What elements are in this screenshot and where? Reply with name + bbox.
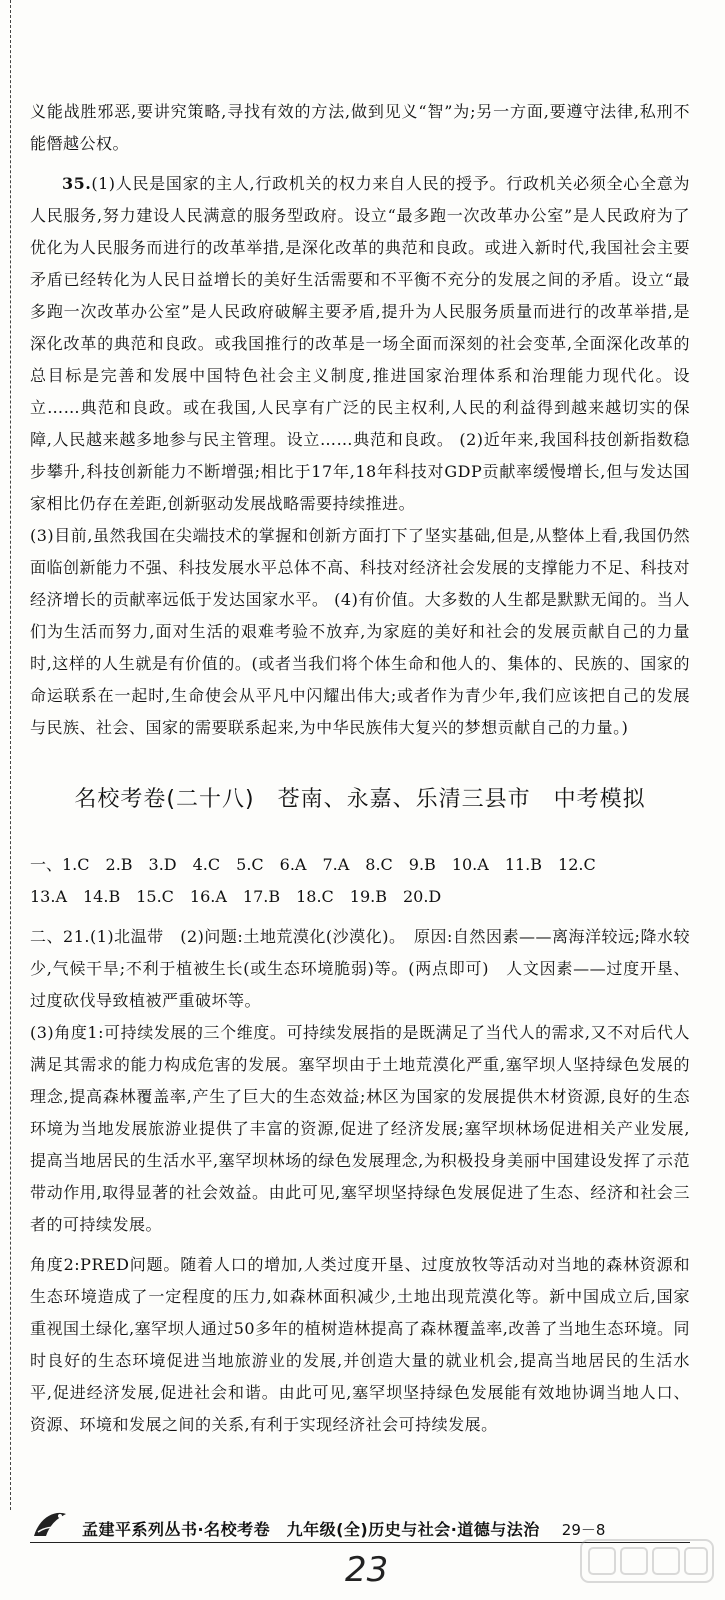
binding-dashed-line [10,0,11,1510]
question-21-part-1-2: 二、21.(1)北温带 (2)问题:土地荒漠化(沙漠化)。 原因:自然因素——离海洋较远;降水较少,气候干旱;不利于植被生长(或生态环境脆弱)等。(两点即可) 人文因素——过度开垦、过度砍伐导致植被严重破坏等。 [30,927,690,1010]
question-35-part-3-4: (3)目前,虽然我国在尖端技术的掌握和创新方面打下了坚实基础,但是,从整体上看,我国仍然面临创新能力不强、科技发展水平总体不高、科技对经济社会发展的支撑能力不足、科技对经济增长的贡献率远低于发达国家水平。 (4)有价值。大多数的人生都是默默无闻的。当人们为生活而努力,面对生活的艰难考验不放弃,为家庭的美好和社会的发展贡献自己的力量时,这样的人生就是有价值的。(或者当我们将个体生命和他人的、集体的、民族的、国家的命运联系在一起时,生命使会从平凡中闪耀出伟大;或者作为青少年,我们应该把自己的发展与民族、社会、国家的需要联系起来,为中华民族伟大复兴的梦想贡献自己的力量。) [30,526,691,737]
section-title: 名校考卷(二十八) 苍南、永嘉、乐清三县市 中考模拟 [74,787,646,812]
answer-page [30,96,690,1441]
watermark-logo-icon [577,1534,717,1588]
question-35-text-a: (1)人民是国家的主人,行政机关的权力来自人民的授予。行政机关必须全心全意为人民服务,努力建设人民满意的服务型政府。设立“最多跑一次改革办公室”是人民政府为了优化为人民服务而进行的改革举措,是深化改革的典范和良政。或进入新时代,我国社会主要矛盾已经转化为人民日益增长的美好生活需要和不平衡不充分的发展之间的矛盾。设立“最多跑一次改革办公室”是人民政府破解主要矛盾,提升为人民服务质量而进行的改革举措,是深化改革的典范和良政。或我国推行的改革是一场全面而深刻的社会变革,全面深化改革的总目标是完善和发展中国特色社会主义制度,推进国家治理体系和治理能力现代化。设立……典范和良政。或在我国,人民享有广泛的民主权利,人民的利益得到越来越切实的保障,人民越来越多地参与民主管理。设立……典范和良政。 (2)近年来,我国科技创新指数稳步攀升,科技创新能力不断增强;相比于17年,18年科技对GDP贡献率缓慢增长,但与发达国家相比仍存在差距,创新驱动发展战略需要持续推进。 [30,174,690,513]
handwritten-page-number: 23 [345,1550,389,1590]
series-logo-icon [30,1506,70,1540]
footer-series-title: 孟建平系列丛书·名校考卷 九年级(全)历史与社会·道德与法治 [82,1520,540,1539]
footer-page-number: 29－8 [561,1521,606,1539]
carryover-paragraph: 义能战胜邪恶,要讲究策略,寻找有效的方法,做到见义“智”为;另一方面,要遵守法律,私刑不能僭越公权。 [30,102,690,153]
question-21-part-3-angle-1: (3)角度1:可持续发展的三个维度。可持续发展指的是既满足了当代人的需求,又不对后代人满足其需求的能力构成危害的发展。塞罕坝由于土地荒漠化严重,塞罕坝人坚持绿色发展的理念,提高森林覆盖率,产生了巨大的生态效益;林区为国家的发展提供木材资源,良好的生态环境为当地发展旅游业提供了丰富的资源,促进了经济发展;塞罕坝林场促进相关产业发展,提高当地居民的生活水平,塞罕坝林场的绿色发展理念,为积极投身美丽中国建设发挥了示范带动作用,取得显著的社会效益。由此可见,塞罕坝坚持绿色发展促进了生态、经济和社会三者的可持续发展。 [30,1023,690,1234]
question-35-number: 35. [62,174,92,193]
choice-answers-line-1: 一、1.C 2.B 3.D 4.C 5.C 6.A 7.A 8.C 9.B 10.A 11.B 12.C [30,855,596,874]
question-35-part-1-2 [30,168,690,520]
question-21-part-3-angle-2: 角度2:PRED问题。随着人口的增加,人类过度开垦、过度放牧等活动对当地的森林资源和生态环境造成了一定程度的压力,如森林面积减少,土地出现荒漠化等。新中国成立后,国家重视国土绿化,塞罕坝人通过50多年的植树造林提高了森林覆盖率,改善了当地生态环境。同时良好的生态环境促进当地旅游业的发展,并创造大量的就业机会,提高当地居民的生活水平,促进经济发展,促进社会和谐。由此可见,塞罕坝坚持绿色发展能有效地协调当地人口、资源、环境和发展之间的关系,有利于实现经济社会可持续发展。 [30,1255,690,1434]
choice-answers-line-2: 13.A 14.B 15.C 16.A 17.B 18.C 19.B 20.D [30,887,442,906]
